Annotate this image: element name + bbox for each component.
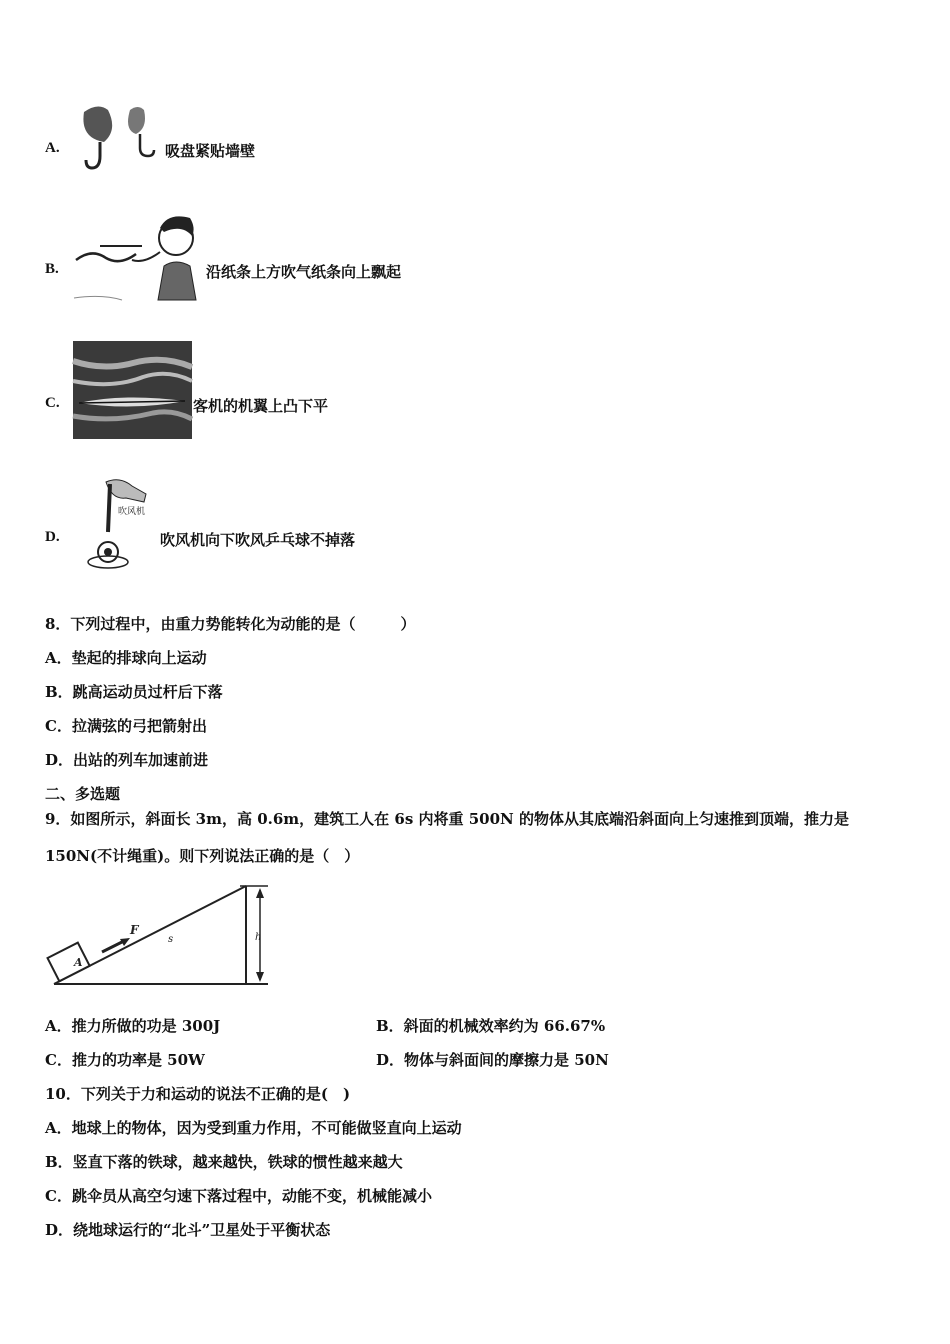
q7-option-a-letter: A. bbox=[45, 140, 60, 156]
q10-option-c: C．跳伞员从高空匀速下落过程中，动能不变，机械能减小 bbox=[45, 1187, 432, 1205]
q10-stem: 10．下列关于力和运动的说法不正确的是( ) bbox=[45, 1085, 351, 1103]
q9-stem-line2: 150N(不计绳重)。则下列说法正确的是（ ） bbox=[45, 847, 360, 865]
q7-option-d-letter: D. bbox=[45, 529, 60, 545]
q10-option-b: B．竖直下落的铁球，越来越快，铁球的惯性越来越大 bbox=[45, 1153, 403, 1171]
q9-option-b: B．斜面的机械效率约为 66.67% bbox=[376, 1017, 606, 1035]
block-a bbox=[48, 943, 90, 982]
q10-option-d: D．绕地球运行的“北斗”卫星处于平衡状态 bbox=[45, 1221, 331, 1239]
q7-option-b-text: 沿纸条上方吹气纸条向上飘起 bbox=[206, 263, 402, 281]
q9-stem-line1: 9．如图所示，斜面长 3m，高 0.6m，建筑工人在 6s 内将重 500N 的物体从其底端沿斜面向上匀速推到顶端，推力是 bbox=[45, 810, 849, 828]
q9-option-d: D．物体与斜面间的摩擦力是 50N bbox=[376, 1051, 609, 1069]
q10-option-a: A．地球上的物体，因为受到重力作用，不可能做竖直向上运动 bbox=[45, 1119, 462, 1137]
q7-option-a-text: 吸盘紧贴墙壁 bbox=[165, 142, 256, 160]
q8-option-d: D．出站的列车加速前进 bbox=[45, 751, 209, 769]
q9-option-a: A．推力所做的功是 300J bbox=[45, 1017, 221, 1035]
q8-option-a: A．垫起的排球向上运动 bbox=[45, 649, 207, 667]
q9-option-c: C．推力的功率是 50W bbox=[45, 1051, 205, 1069]
hair-dryer-pingpong-image bbox=[86, 478, 158, 572]
length-label: s bbox=[168, 934, 174, 945]
q7-option-d-text: 吹风机向下吹风乒乓球不掉落 bbox=[160, 531, 356, 549]
hair-dryer-label: 吹风机 bbox=[118, 507, 146, 517]
section-title: 二、多选题 bbox=[45, 785, 121, 803]
block-label: A bbox=[74, 956, 83, 969]
q8-stem: 8．下列过程中，由重力势能转化为动能的是（ ） bbox=[45, 615, 416, 633]
height-label: h bbox=[255, 932, 262, 943]
inclined-plane-figure bbox=[50, 880, 272, 992]
q8-option-c: C．拉满弦的弓把箭射出 bbox=[45, 717, 207, 735]
suction-cup-hooks-image bbox=[78, 104, 162, 180]
blowing-paper-strip-image bbox=[72, 208, 202, 304]
q8-option-b: B．跳高运动员过杆后下落 bbox=[45, 683, 223, 701]
force-label: F bbox=[130, 923, 139, 937]
q7-option-c-letter: C. bbox=[45, 395, 60, 411]
q7-option-b-letter: B. bbox=[45, 261, 59, 277]
airplane-wing-image bbox=[73, 341, 192, 439]
q7-option-c-text: 客机的机翼上凸下平 bbox=[193, 397, 329, 415]
